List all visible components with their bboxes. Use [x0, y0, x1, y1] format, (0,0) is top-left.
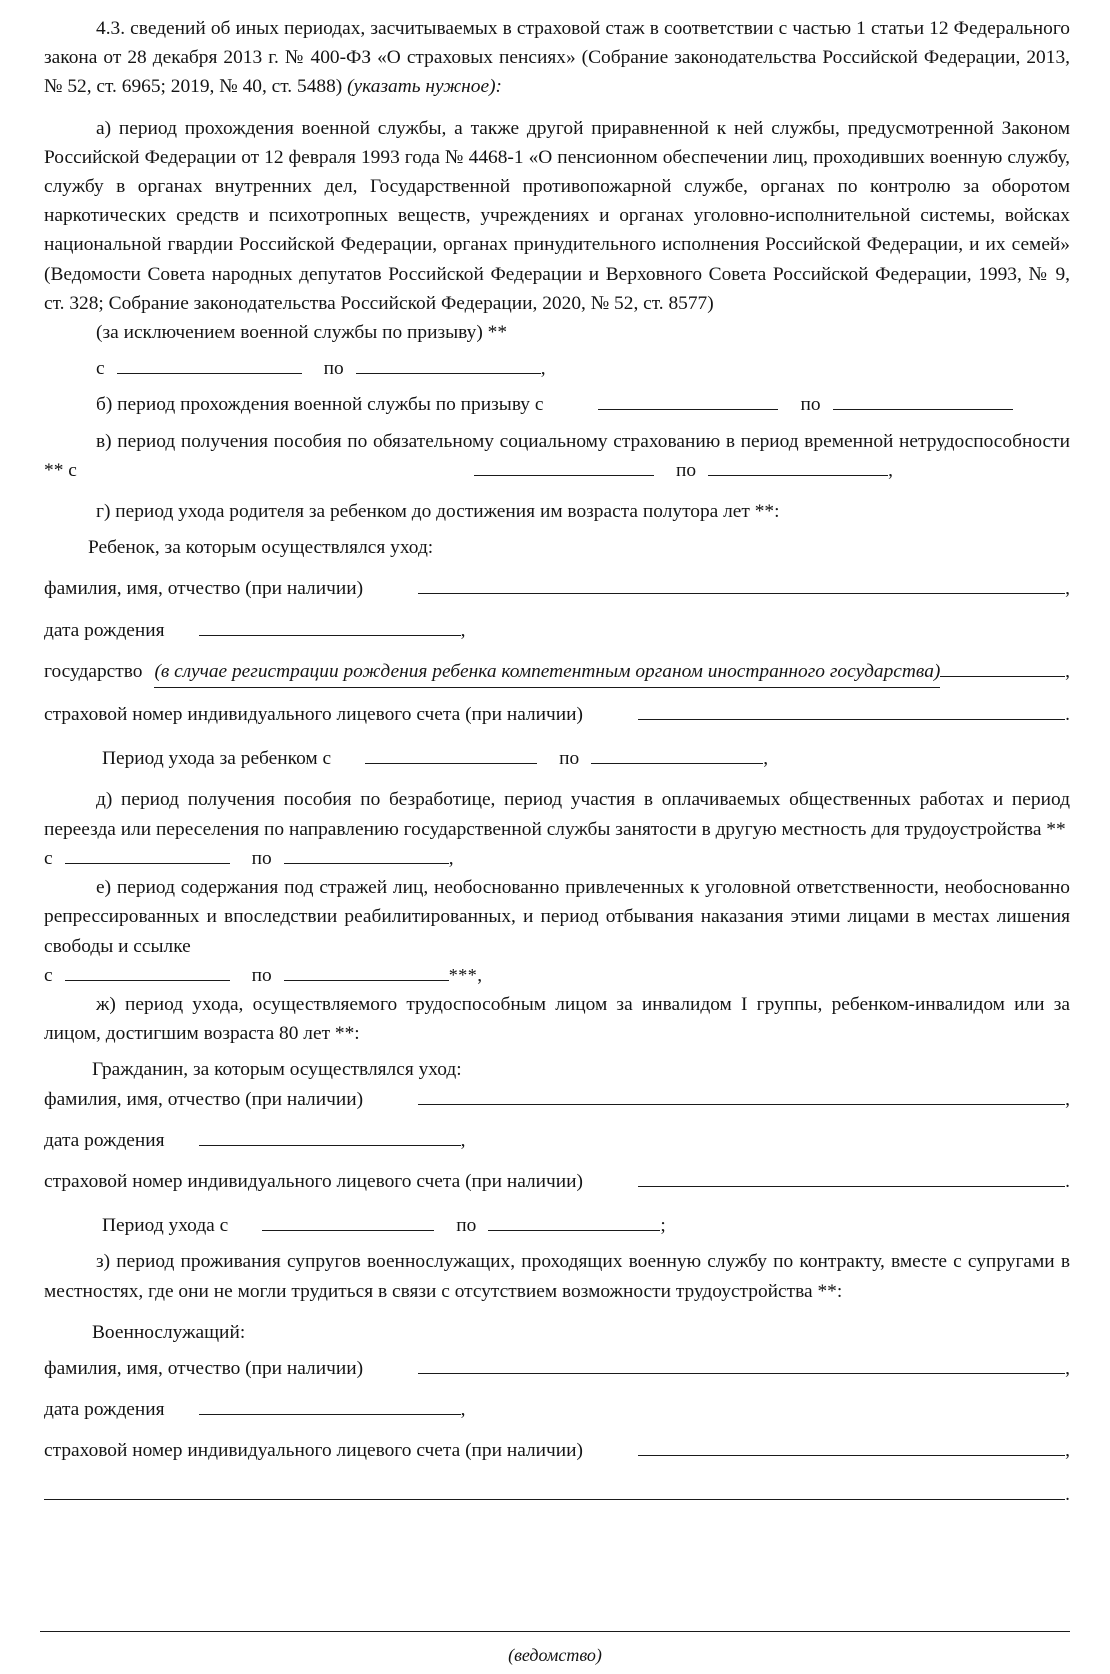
item-a-trailing: , — [540, 358, 546, 380]
item-g-birth-blank[interactable] — [199, 618, 461, 636]
item-zh-birth-blank[interactable] — [199, 1128, 461, 1146]
item-z-extra-trailing: . — [1065, 1483, 1070, 1505]
item-g-fio-trailing: , — [1065, 578, 1070, 600]
item-g-state-blank[interactable] — [940, 659, 1065, 677]
spacer — [44, 1306, 1070, 1318]
item-z-birth-label: дата рождения — [44, 1399, 165, 1421]
item-b-from-blank[interactable] — [598, 392, 778, 410]
item-zh-fio-blank[interactable] — [418, 1087, 1065, 1105]
spacer — [44, 1196, 1070, 1211]
item-g-period-row — [44, 744, 1070, 773]
item-a-from-blank[interactable] — [117, 356, 302, 374]
spacer — [44, 1466, 1070, 1480]
item-d-from-blank[interactable] — [65, 846, 230, 864]
item-b-row — [44, 390, 1070, 419]
footer-caption: (ведомство) — [508, 1645, 602, 1665]
item-v-trailing: , — [888, 459, 893, 481]
spacer — [44, 383, 1070, 390]
item-g-period-from-blank[interactable] — [365, 746, 537, 764]
item-g-state-trailing: , — [1065, 660, 1070, 682]
item-e-trailing: , — [477, 964, 483, 986]
item-v-from-blank[interactable] — [474, 458, 654, 476]
item-z-snils-label: страховой номер индивидуального лицевого счета (при наличии) — [44, 1440, 583, 1462]
spacer — [44, 1347, 1070, 1354]
item-g-state-note: (в случае регистрации рождения ребенка компетентным органом иностранного государства) — [154, 657, 940, 688]
item-z-snils-row — [44, 1436, 1070, 1465]
item-d-period-row — [44, 844, 1070, 873]
item-g-fio-row — [44, 574, 1070, 603]
item-zh-period-label: Период ухода с — [102, 1215, 229, 1237]
item-g-state-label: государство — [44, 660, 143, 682]
item-zh-snils-label: страховой номер индивидуального лицевого счета (при наличии) — [44, 1170, 583, 1192]
item-g-text: г) период ухода родителя за ребенком до достижения им возраста полутора лет **: — [96, 501, 780, 523]
item-zh-birth-label: дата рождения — [44, 1129, 165, 1151]
item-a-to-label: по — [323, 358, 344, 380]
item-a-period-row — [44, 354, 1070, 383]
spacer — [44, 688, 1070, 700]
item-d-text: д) период получения пособия по безработице, период участия в оплачиваемых общественных работах и период переезда или переселения по направлению государственной службы занятости в другую местность для трудоустройства ** — [44, 789, 1070, 840]
item-g-snils-trailing: . — [1065, 704, 1070, 726]
item-a-to-blank[interactable] — [356, 356, 541, 374]
spacer — [44, 562, 1070, 574]
item-a-text: а) период прохождения военной службы, а также другой приравненной к ней службы, предусмотренной Законом Российской Федерации от 12 февраля 1993 года № 4468-1 «О пенсионном обеспечении лиц, проходивших военную службу, службу в органах внутренних дел, Государственной противопожарной службе, органах по контролю за оборотом наркотических средств и психотропных веществ, учреждениях и органах уголовно-исполнительной системы, войсках национальной гвардии Российской Федерации, органах принудительного исполнения Российской Федерации, и их семей» (Ведомости Совета народных депутатов Российской Федерации и Верховного Совета Российской Федерации, 1993, № 9, ст. 328; Собрание законодательства Российской Федерации, 2020, № 52, ст. 8577) — [44, 117, 1070, 314]
spacer — [44, 102, 1070, 114]
item-d-trailing: , — [448, 847, 454, 869]
item-g-snils-label: страховой номер индивидуального лицевого счета (при наличии) — [44, 704, 583, 726]
item-g-birth-trailing: , — [460, 619, 466, 641]
spacer — [44, 645, 1070, 657]
item-d-to-blank[interactable] — [284, 846, 449, 864]
spacer — [44, 526, 1070, 533]
spacer — [44, 1424, 1070, 1436]
item-v-label: в) период получения пособия по обязательному социальному страхованию в период временной нетрудоспособности ** с — [44, 430, 1070, 481]
item-g-fio-label: фамилия, имя, отчество (при наличии) — [44, 578, 364, 600]
item-g-snils-blank[interactable] — [638, 702, 1065, 720]
item-g-subject-label: Ребенок, за которым осуществлялся уход: — [88, 537, 434, 559]
item-zh-period-from-blank[interactable] — [262, 1213, 434, 1231]
spacer — [44, 604, 1070, 616]
item-z-birth-trailing: , — [460, 1399, 466, 1421]
item-zh-birth-trailing: , — [460, 1129, 466, 1151]
item-b-to-blank[interactable] — [833, 392, 1013, 410]
item-zh-text: ж) период ухода, осуществляемого трудоспособным лицом за инвалидом I группы, ребенком-инвалидом или за лицом, достигшим возраста 80 лет **: — [44, 993, 1070, 1045]
item-zh-period-row — [44, 1211, 1070, 1240]
section-4-3-intro-note: (указать нужное): — [347, 76, 502, 98]
spacer — [44, 1155, 1070, 1167]
item-zh-fio-trailing: , — [1065, 1088, 1070, 1110]
spacer — [44, 1383, 1070, 1395]
spacer — [44, 1240, 1070, 1247]
item-zh-period-to-blank[interactable] — [488, 1213, 660, 1231]
item-z-fio-blank[interactable] — [418, 1356, 1065, 1374]
spacer — [44, 1048, 1070, 1055]
item-zh-snils-blank[interactable] — [638, 1169, 1065, 1187]
item-e-from-label: с — [44, 964, 53, 986]
footer-divider — [40, 1631, 1070, 1632]
item-zh-period-to-label: по — [456, 1215, 477, 1237]
item-zh-fio-row — [44, 1085, 1070, 1114]
item-z-fio-trailing: , — [1065, 1357, 1070, 1379]
item-z-birth-row — [44, 1395, 1070, 1424]
document-body — [44, 14, 1070, 1509]
item-g-state-row — [44, 657, 1070, 688]
item-e-period-row — [44, 961, 1070, 990]
section-4-3-intro — [44, 14, 1070, 102]
item-z-fio-row — [44, 1354, 1070, 1383]
spacer — [44, 729, 1070, 744]
item-g-snils-row — [44, 700, 1070, 729]
item-e-to-blank[interactable] — [284, 963, 449, 981]
item-d-from-label: с — [44, 847, 53, 869]
item-z-snils-blank[interactable] — [638, 1438, 1065, 1456]
item-zh-period-trailing: ; — [660, 1215, 666, 1237]
spacer — [44, 420, 1070, 427]
spacer — [44, 347, 1070, 354]
item-g-birth-row — [44, 616, 1070, 645]
item-zh-birth-row — [44, 1126, 1070, 1155]
item-z-fio-label: фамилия, имя, отчество (при наличии) — [44, 1357, 364, 1379]
section-4-3-intro-text: 4.3. сведений об иных периодах, засчитываемых в страховой стаж в соответствии с частью 1 статьи 12 Федерального закона от 28 декабря 2013 г. № 400-ФЗ «О страховых пенсиях» (Собрание законодательства Российской Федерации, 2013, № 52, ст. 6965; 2019, № 40, ст. 5488) — [44, 18, 1070, 98]
item-z-birth-blank[interactable] — [199, 1397, 461, 1415]
spacer — [44, 773, 1070, 785]
item-v-to-label: по — [676, 459, 697, 481]
item-z-extra-blank[interactable] — [44, 1482, 1065, 1500]
spacer — [44, 1114, 1070, 1126]
item-d-to-label: по — [251, 847, 272, 869]
item-v-to-blank[interactable] — [708, 458, 888, 476]
item-g-period-to-blank[interactable] — [591, 746, 763, 764]
item-e-text: е) период содержания под стражей лиц, необоснованно привлеченных к уголовной ответственности, необоснованно репрессированных и впоследствии реабилитированных, и период отбывания наказания этими лицами в местах лишения свободы и ссылке — [44, 877, 1070, 957]
spacer — [44, 485, 1070, 497]
item-z-subject-label: Военнослужащий: — [92, 1321, 246, 1343]
item-z-extra-row — [44, 1480, 1070, 1509]
item-zh-fio-label: фамилия, имя, отчество (при наличии) — [44, 1088, 364, 1110]
item-g-period-label: Период ухода за ребенком с — [102, 748, 332, 770]
item-e-footnote: *** — [448, 964, 478, 985]
item-e-from-blank[interactable] — [65, 963, 230, 981]
item-zh-snils-row — [44, 1167, 1070, 1196]
item-b-to-label: по — [800, 394, 821, 416]
item-zh-snils-trailing: . — [1065, 1170, 1070, 1192]
item-z-snils-trailing: , — [1065, 1440, 1070, 1462]
item-zh-subject-label: Гражданин, за которым осуществлялся уход: — [92, 1059, 462, 1081]
item-b-text: б) период прохождения военной службы по призыву с — [96, 394, 544, 416]
item-v-period-row — [44, 456, 1070, 485]
item-e-to-label: по — [251, 964, 272, 986]
item-g-fio-blank[interactable] — [418, 576, 1065, 594]
item-a-exception: (за исключением военной службы по призыву) ** — [96, 322, 508, 344]
item-a-from-label: с — [96, 358, 105, 380]
item-z-text: з) период проживания супругов военнослужащих, проходящих военную службу по контракту, вместе с супругами в местностях, где они не могли трудиться в связи с отсутствием возможности трудоустройства **: — [44, 1251, 1070, 1302]
item-g-birth-label: дата рождения — [44, 619, 165, 641]
item-g-period-to-label: по — [559, 748, 580, 770]
item-g-period-trailing: , — [763, 748, 769, 770]
